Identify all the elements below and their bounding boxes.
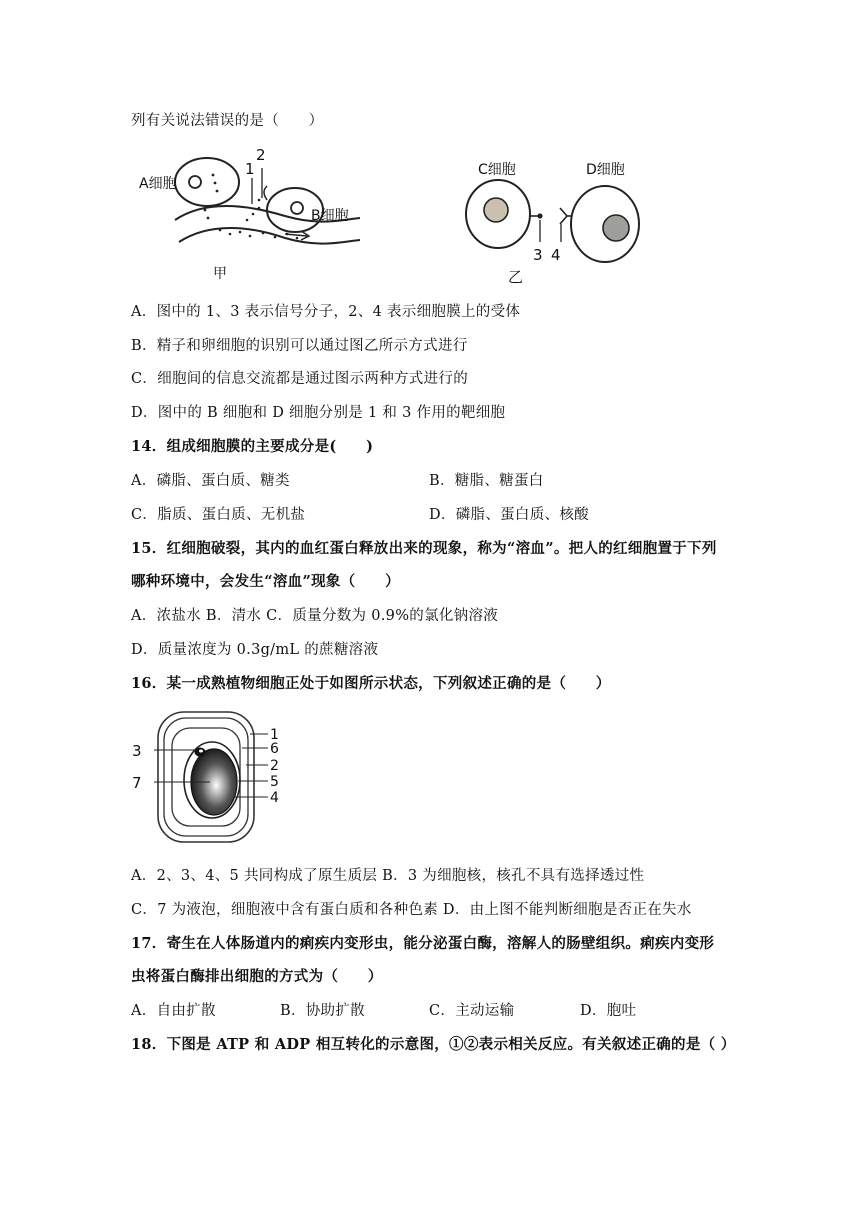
q16-options-line1: A．2、3、4、5 共同构成了原生质层 B．3 为细胞核，核孔不具有选择透过性 <box>131 868 645 884</box>
label-3: 3 <box>533 246 543 264</box>
q13-option-c: C．细胞间的信息交流都是通过图示两种方式进行的 <box>131 371 468 387</box>
q17-option-c: C．主动运输 <box>429 1003 515 1019</box>
q14-option-c: C．脂质、蛋白质、无机盐 <box>131 507 306 523</box>
label-5: 5 <box>270 774 279 790</box>
q15-options-line1: A．浓盐水 B．清水 C．质量分数为 0.9%的氯化钠溶液 <box>131 608 499 624</box>
q15-stem-line1: 15．红细胞破裂，其内的血红蛋白释放出来的现象，称为“溶血”。把人的红细胞置于下列 <box>131 540 717 557</box>
label-cell-b: B细胞 <box>311 208 349 224</box>
q14-option-b: B．糖脂、糖蛋白 <box>429 473 544 489</box>
q17-option-a: A．自由扩散 <box>131 1003 216 1019</box>
label-4: 4 <box>551 246 561 264</box>
q17-option-b: B．协助扩散 <box>280 1003 365 1019</box>
q14-option-d: D．磷脂、蛋白质、核酸 <box>429 507 589 523</box>
label-2: 2 <box>256 146 266 164</box>
q16-options-line2: C．7 为液泡，细胞液中含有蛋白质和各种色素 D．由上图不能判断细胞是否正在失水 <box>131 902 692 918</box>
q17-stem-line1: 17．寄生在人体肠道内的痢疾内变形虫，能分泌蛋白酶，溶解人的肠壁组织。痢疾内变形 <box>131 935 715 952</box>
q18-stem: 18．下图是 ATP 和 ADP 相互转化的示意图，①②表示相关反应。有关叙述正确的是（ ） <box>131 1036 736 1053</box>
q15-stem-line2: 哪种环境中，会发生“溶血”现象（ ） <box>131 573 400 590</box>
figure-yi <box>460 150 645 285</box>
q16-stem: 16．某一成熟植物细胞正处于如图所示状态，下列叙述正确的是（ ） <box>131 675 611 692</box>
label-cell-a: A细胞 <box>139 176 177 192</box>
q13-stem-tail: 列有关说法错误的是（ ） <box>131 113 324 129</box>
label-cell-c: C细胞 <box>478 162 516 178</box>
q13-option-a: A．图中的 1、3 表示信号分子，2、4 表示细胞膜上的受体 <box>131 304 521 320</box>
caption-jia: 甲 <box>213 266 227 282</box>
label-2: 2 <box>270 758 279 774</box>
q17-option-d: D．胞吐 <box>580 1003 637 1019</box>
label-cell-d: D细胞 <box>586 162 625 178</box>
q17-stem-line2: 虫将蛋白酶排出细胞的方式为（ ） <box>131 968 383 985</box>
q15-options-line2: D．质量浓度为 0.3g/mL 的蔗糖溶液 <box>131 642 379 658</box>
q13-option-d: D．图中的 B 细胞和 D 细胞分别是 1 和 3 作用的靶细胞 <box>131 405 506 421</box>
label-3: 3 <box>132 742 142 760</box>
figure-jia <box>135 142 370 282</box>
q14-option-a: A．磷脂、蛋白质、糖类 <box>131 473 290 489</box>
label-1: 1 <box>245 160 255 178</box>
label-7: 7 <box>132 774 142 792</box>
q13-option-b: B．精子和卵细胞的识别可以通过图乙所示方式进行 <box>131 338 468 354</box>
label-1: 1 <box>270 727 279 743</box>
q14-stem: 14．组成细胞膜的主要成分是( ) <box>131 438 374 455</box>
caption-yi: 乙 <box>508 268 524 285</box>
label-6: 6 <box>270 741 279 757</box>
label-4: 4 <box>270 790 279 806</box>
figure-plant-cell <box>128 708 288 848</box>
